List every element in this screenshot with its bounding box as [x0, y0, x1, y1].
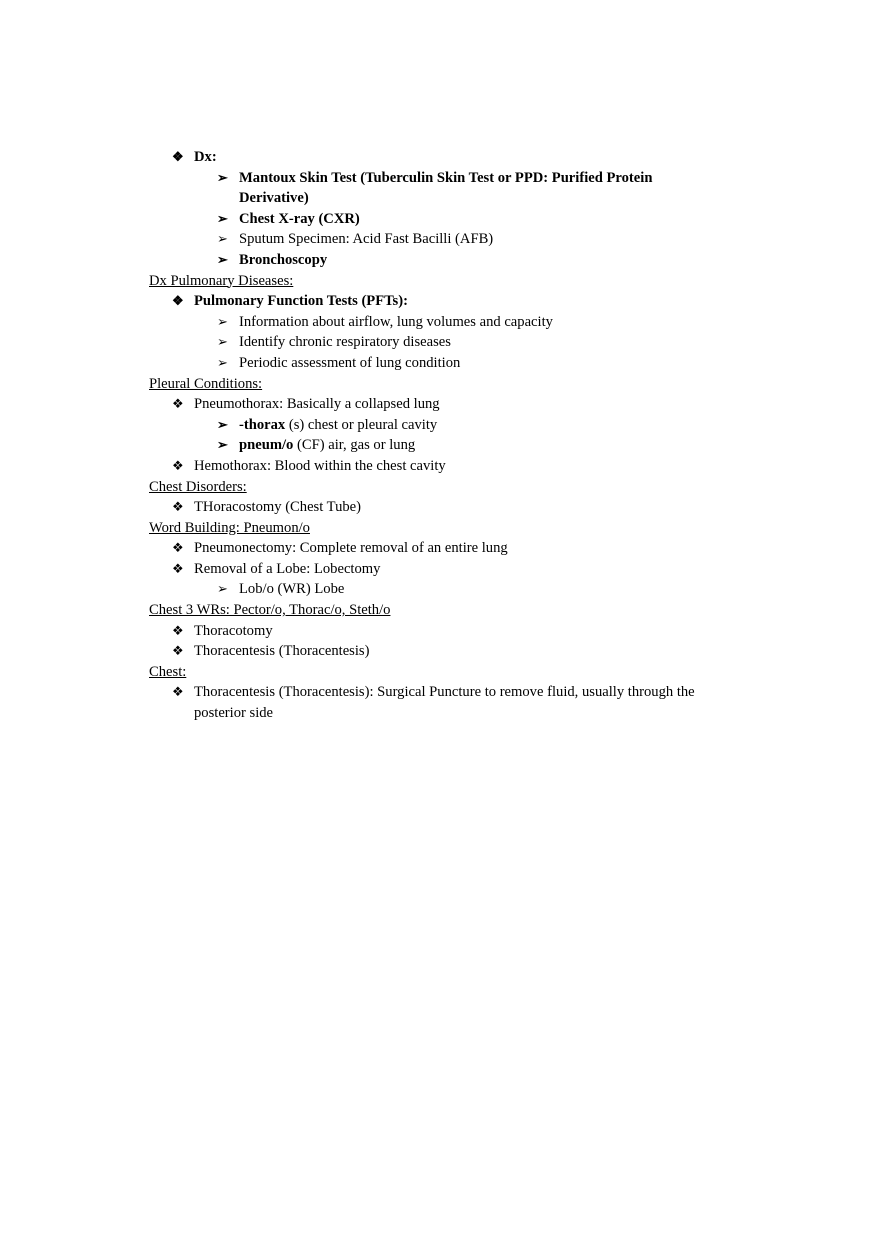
- list-item: [149, 456, 749, 477]
- section-heading: Chest Disorders:: [149, 478, 247, 495]
- pneumonectomy-text: Pneumonectomy: Complete removal of an entire lung: [194, 540, 508, 557]
- pft-item-text: Periodic assessment of lung condition: [239, 354, 461, 371]
- list-item: [149, 579, 749, 600]
- arrow-bullet-icon: ➢: [217, 334, 228, 350]
- diamond-bullet-icon: ❖: [172, 560, 184, 576]
- pft-item-text: Identify chronic respiratory diseases: [239, 334, 451, 351]
- dx-label: Dx:: [194, 149, 217, 165]
- section-heading: Word Building: Pneumon/o: [149, 519, 310, 536]
- diamond-bullet-icon: ❖: [172, 684, 184, 700]
- diamond-bullet-icon: ❖: [172, 540, 184, 556]
- diamond-bullet-icon: ❖: [172, 622, 184, 638]
- pneum-term: pneum/o: [239, 437, 294, 454]
- arrow-bullet-icon: ➢: [217, 251, 228, 267]
- lobo-text: Lob/o (WR) Lobe: [239, 581, 345, 598]
- diamond-bullet-icon: ❖: [172, 499, 184, 515]
- list-item: [149, 147, 749, 168]
- mantoux-text-cont: Derivative): [239, 190, 309, 207]
- arrow-bullet-icon: ➢: [217, 437, 228, 453]
- diamond-bullet-icon: ❖: [172, 643, 184, 659]
- arrow-bullet-icon: ➢: [217, 354, 228, 370]
- section-heading: Dx Pulmonary Diseases:: [149, 272, 294, 289]
- arrow-bullet-icon: ➢: [217, 210, 228, 226]
- thorax-definition: (s) chest or pleural cavity: [285, 416, 438, 433]
- list-item: [149, 353, 749, 374]
- section-heading: Chest 3 WRs: Pector/o, Thorac/o, Steth/o: [149, 602, 391, 619]
- thorax-term: -thorax: [239, 416, 286, 433]
- list-item: [149, 435, 749, 456]
- thoracostomy-text: THoracostomy (Chest Tube): [194, 499, 362, 516]
- lobectomy-text: Removal of a Lobe: Lobectomy: [194, 560, 381, 577]
- arrow-bullet-icon: ➢: [217, 169, 228, 185]
- thoracotomy-text: Thoracotomy: [194, 622, 273, 639]
- sputum-text: Sputum Specimen: Acid Fast Bacilli (AFB): [239, 231, 494, 248]
- pneumothorax-text: Pneumothorax: Basically a collapsed lung: [194, 396, 440, 413]
- pft-text: Pulmonary Function Tests (PFTs):: [194, 293, 408, 310]
- list-item: [149, 250, 749, 271]
- cxr-text: Chest X-ray (CXR): [239, 210, 360, 227]
- section-heading: Chest:: [149, 663, 187, 680]
- thoracentesis-definition: Thoracentesis (Thoracentesis): Surgical Puncture to remove fluid, usually through the: [194, 684, 695, 701]
- list-item: [149, 209, 749, 230]
- arrow-bullet-icon: ➢: [217, 416, 228, 432]
- pneum-definition: (CF) air, gas or lung: [293, 437, 416, 454]
- diamond-bullet-icon: ❖: [172, 396, 184, 412]
- list-item: [149, 497, 749, 518]
- list-item: [149, 415, 749, 436]
- list-item: [149, 291, 749, 312]
- list-item: [149, 168, 749, 189]
- diamond-bullet-icon: ❖: [172, 293, 184, 309]
- list-item: [149, 229, 749, 250]
- arrow-bullet-icon: ➢: [217, 313, 228, 329]
- pft-item-text: Information about airflow, lung volumes and capacity: [239, 313, 553, 330]
- diamond-bullet-icon: ❖: [172, 149, 184, 164]
- mantoux-text: Mantoux Skin Test (Tuberculin Skin Test or PPD: Purified Protein: [239, 169, 653, 186]
- list-item-continuation: [149, 188, 749, 209]
- list-item: [149, 621, 749, 642]
- arrow-bullet-icon: ➢: [217, 581, 228, 597]
- hemothorax-text: Hemothorax: Blood within the chest cavity: [194, 457, 446, 474]
- bronchoscopy-text: Bronchoscopy: [239, 251, 328, 268]
- list-item: [149, 538, 749, 559]
- list-item: [149, 641, 749, 662]
- notes-content: [149, 147, 749, 724]
- list-item: [149, 312, 749, 333]
- list-item-continuation: [149, 703, 749, 724]
- list-item: [149, 682, 749, 703]
- thoracentesis-definition-cont: posterior side: [194, 705, 274, 722]
- section-heading: Pleural Conditions:: [149, 375, 263, 392]
- diamond-bullet-icon: ❖: [172, 457, 184, 473]
- list-item: [149, 559, 749, 580]
- thoracentesis-text: Thoracentesis (Thoracentesis): [194, 643, 370, 660]
- list-item: [149, 332, 749, 353]
- arrow-bullet-icon: ➢: [217, 231, 228, 247]
- list-item: [149, 394, 749, 415]
